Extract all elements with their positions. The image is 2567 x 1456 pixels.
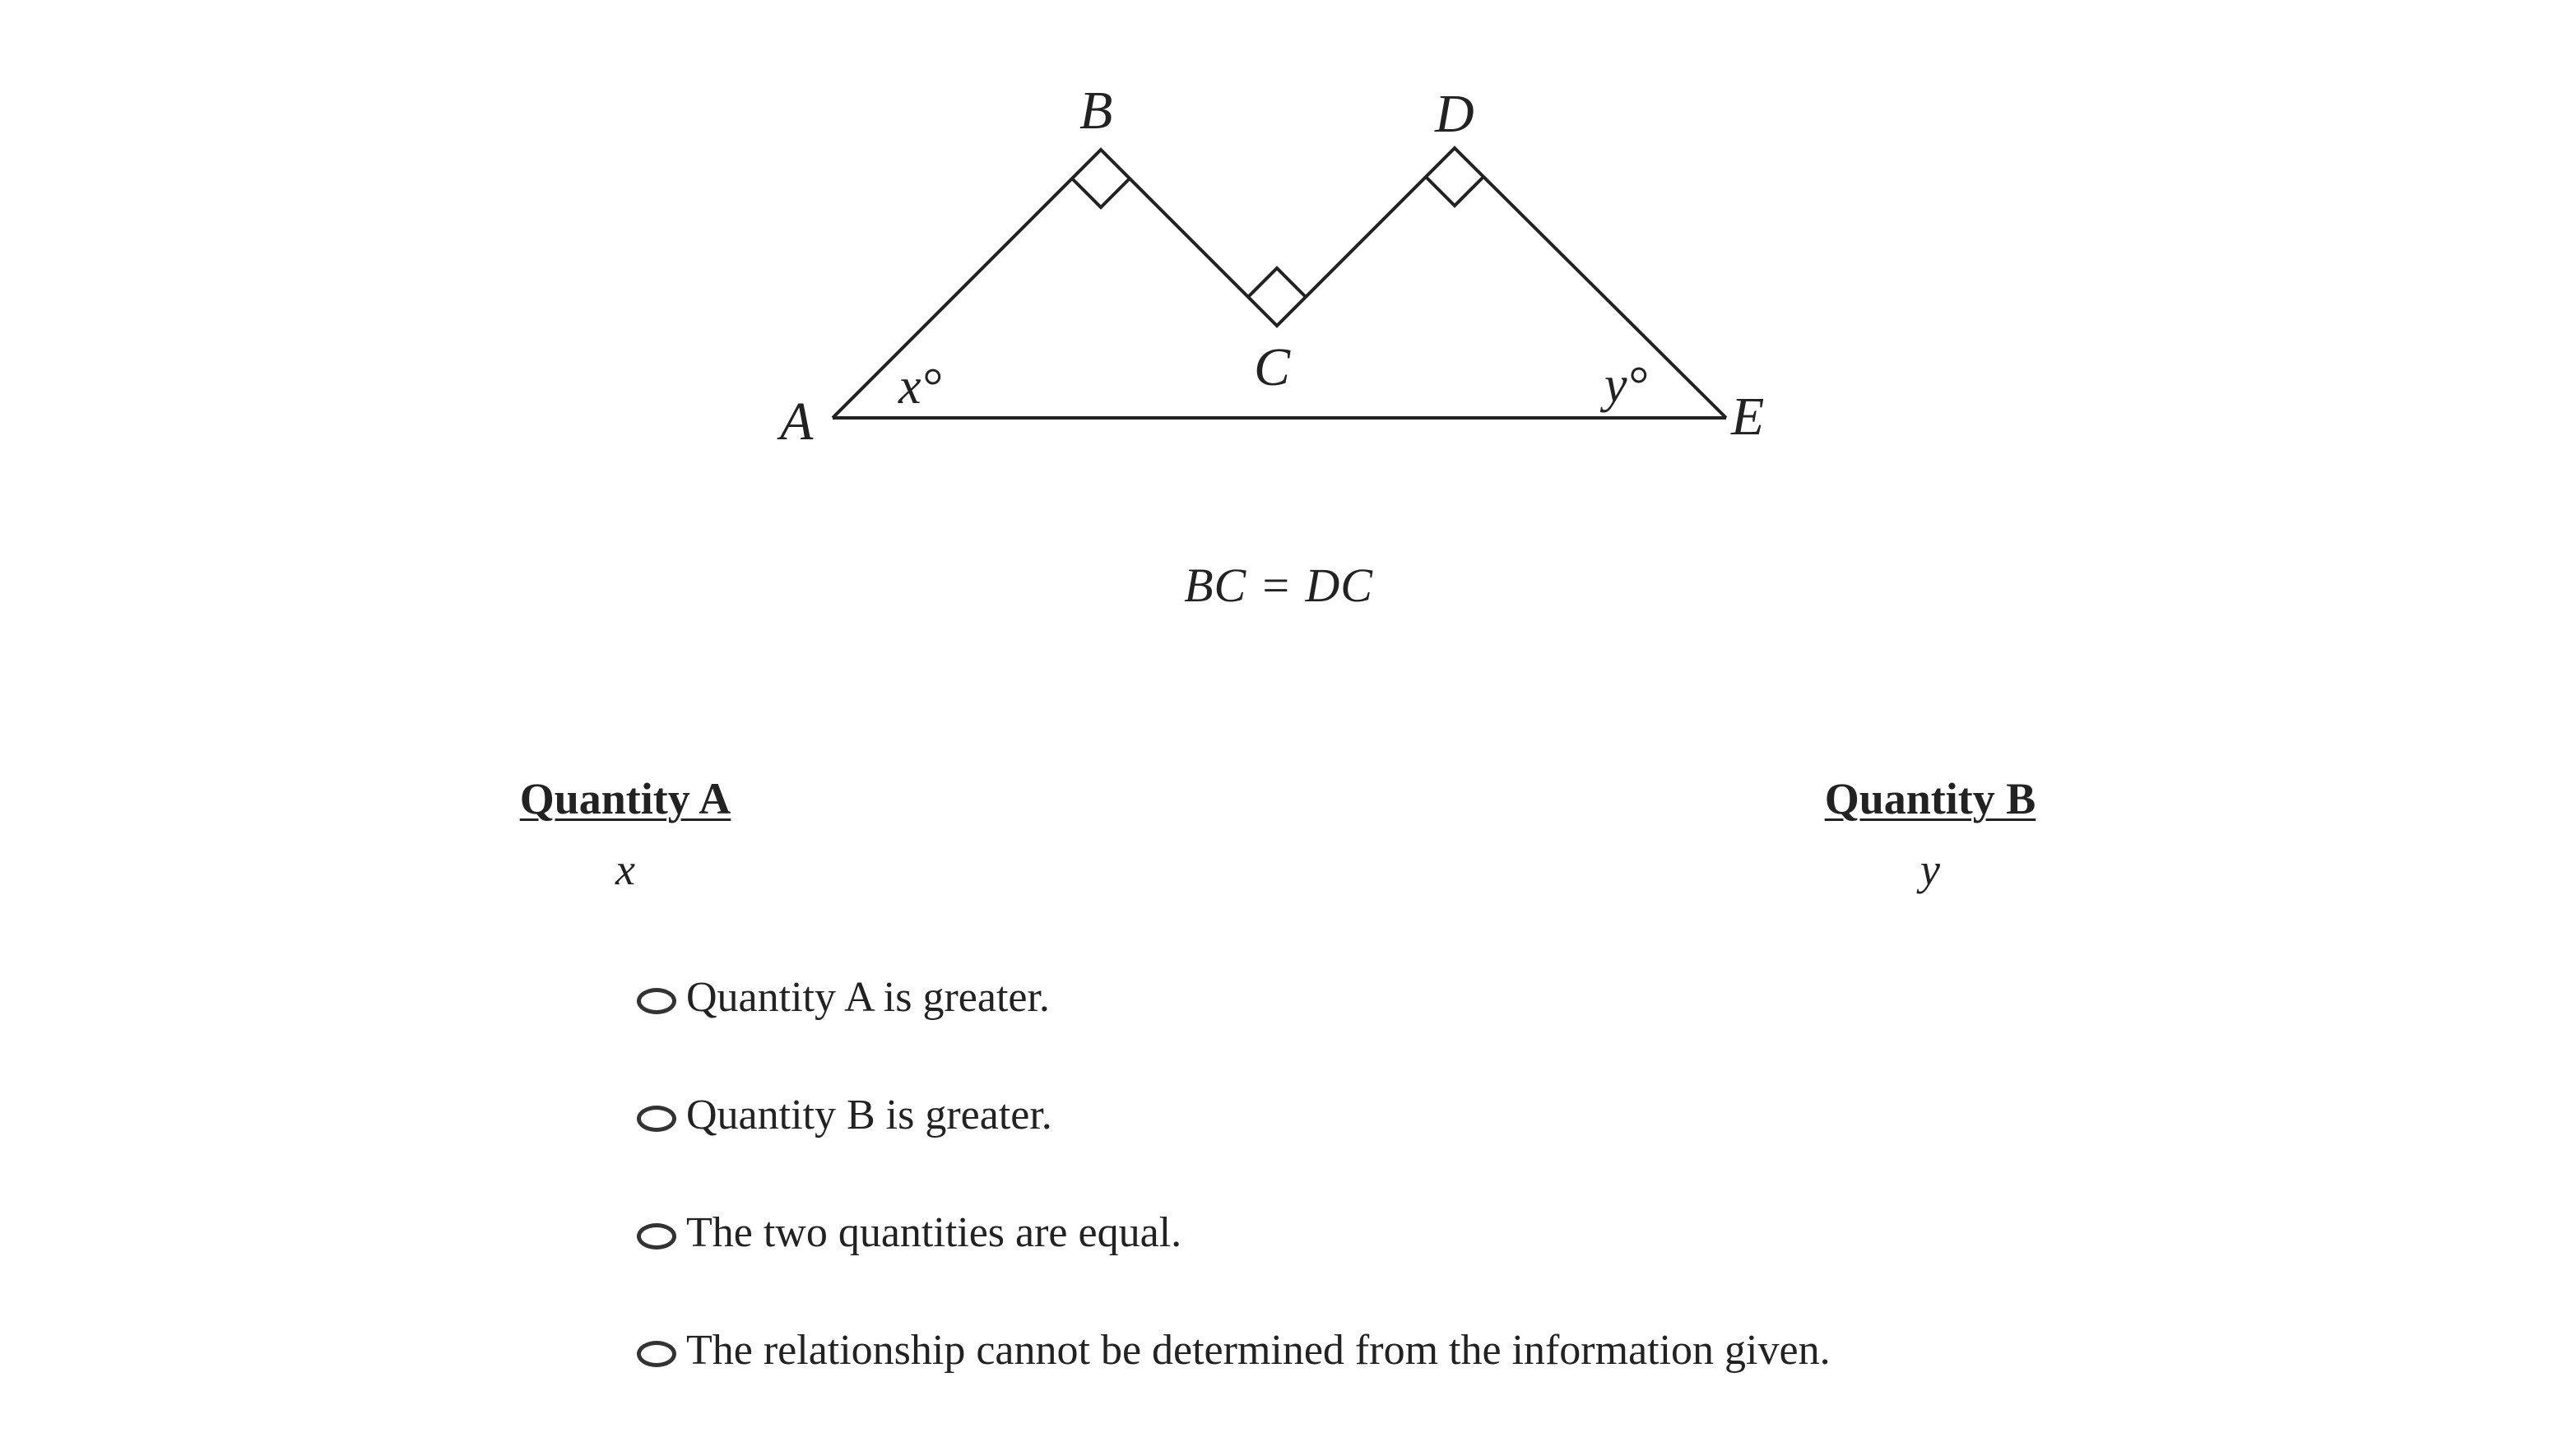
radio-button[interactable]: [637, 1341, 676, 1367]
radio-button[interactable]: [637, 988, 676, 1014]
choice-equal[interactable]: [637, 1208, 2447, 1257]
point-label-b: B: [1079, 81, 1113, 141]
right-angle-marker-b: [1072, 179, 1130, 207]
point-label-d: D: [1435, 84, 1474, 144]
angle-label-x: x°: [898, 359, 942, 415]
quantity-a-heading: Quantity A: [519, 774, 731, 823]
choice-a-greater[interactable]: [637, 972, 2447, 1022]
quantity-a-value: x: [615, 845, 635, 894]
choice-b-greater[interactable]: [637, 1090, 2447, 1139]
choice-label: Quantity B is greater.: [686, 1091, 1052, 1138]
quantity-b-value: y: [1920, 845, 1940, 894]
quantity-b-heading: Quantity B: [1824, 774, 2036, 823]
choice-label: Quantity A is greater.: [686, 973, 1050, 1021]
geometry-figure: [0, 0, 2567, 510]
point-label-e: E: [1731, 387, 1765, 447]
right-angle-marker-d: [1426, 177, 1483, 206]
given-condition: BC = DC: [1184, 559, 1373, 612]
choice-label: The two quantities are equal.: [686, 1208, 1182, 1256]
answer-choices: [637, 972, 2447, 1443]
radio-button[interactable]: [637, 1223, 676, 1250]
point-label-c: C: [1254, 337, 1291, 397]
choice-cannot-determine[interactable]: [637, 1325, 2447, 1375]
angle-label-y: y°: [1604, 357, 1648, 413]
choice-label: The relationship cannot be determined from the information given.: [686, 1326, 1831, 1374]
right-angle-marker-c: [1248, 268, 1306, 297]
point-label-a: A: [780, 392, 814, 452]
radio-button[interactable]: [637, 1106, 676, 1132]
